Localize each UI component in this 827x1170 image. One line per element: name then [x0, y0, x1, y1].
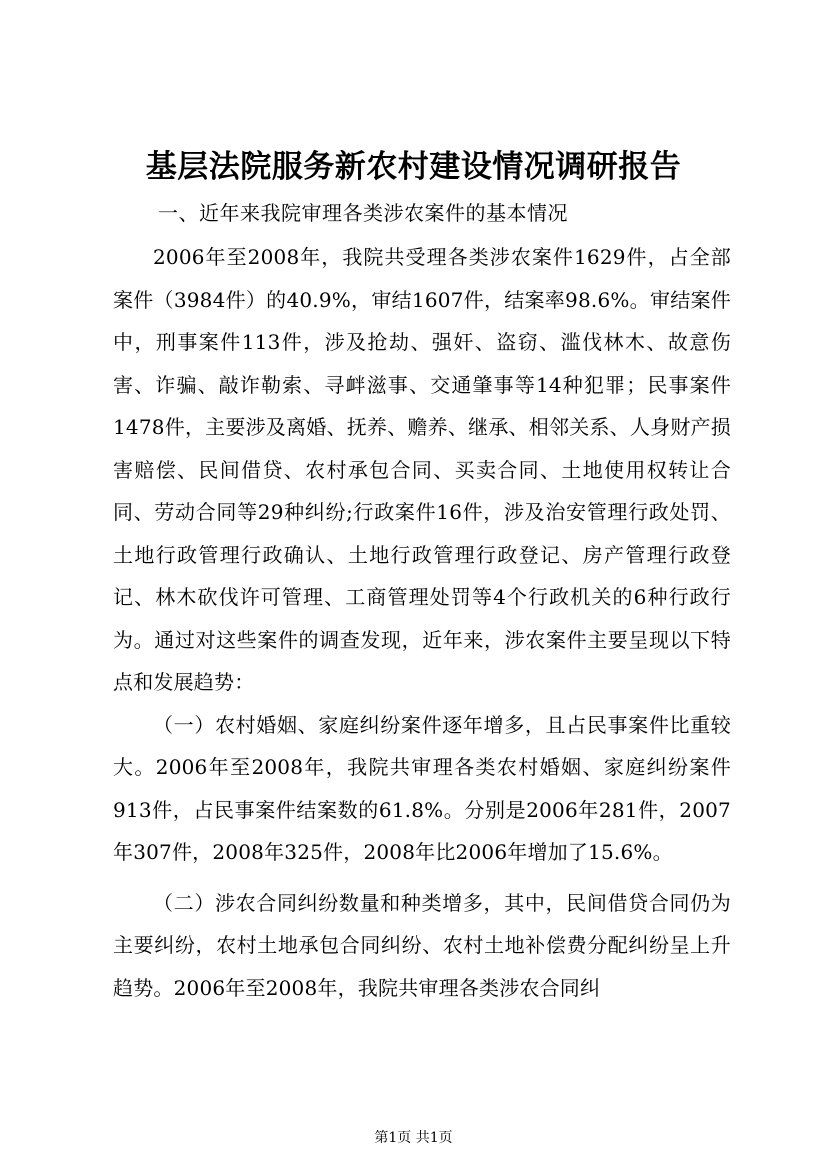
paragraph-marriage-family: （一）农村婚姻、家庭纠纷案件逐年增多，且占民事案件比重较大。2006年至2008年，我院共审理各类农村婚姻、家庭纠纷案件913件，占民事案件结案数的61.8%。分别是2006年281件，2007年307件，2008年325件，2008年比2006年增加了15.6%。: [113, 712, 731, 864]
page-number-footer: 第1页 共1页: [374, 1130, 453, 1146]
section-heading: 一、近年来我院审理各类涉农案件的基本情况: [158, 201, 568, 225]
paragraph-basic-situation: 2006年至2008年，我院共受理各类涉农案件1629件，占全部案件（3984件）的40.9%，审结1607件，结案率98.6%。审结案件中，刑事案件113件，涉及抢劫、强奸、盗窃、滥伐林木、故意伤害、诈骗、敲诈勒索、寻衅滋事、交通肇事等14种犯罪；民事案件1478件，主要涉及离婚、抚养、赡养、继承、相邻关系、人身财产损害赔偿、民间借贷、农村承包合同、买卖合同、土地使用权转让合同、劳动合同等29种纠纷;行政案件16件，涉及治安管理行政处罚、土地行政管理行政确认、土地行政管理行政登记、房产管理行政登记、林木砍伐许可管理、工商管理处罚等4个行政机关的6种行政行为。通过对这些案件的调查发现，近年来，涉农案件主要呈现以下特点和发展趋势：: [113, 245, 731, 694]
document-body: [113, 236, 731, 1009]
document-title: 基层法院服务新农村建设情况调研报告: [145, 149, 682, 185]
paragraph-contract-disputes: （二）涉农合同纠纷数量和种类增多，其中，民间借贷合同仍为主要纠纷，农村土地承包合同纠纷、农村土地补偿费分配纠纷呈上升趋势。2006年至2008年，我院共审理各类涉农合同纠: [113, 890, 731, 1000]
